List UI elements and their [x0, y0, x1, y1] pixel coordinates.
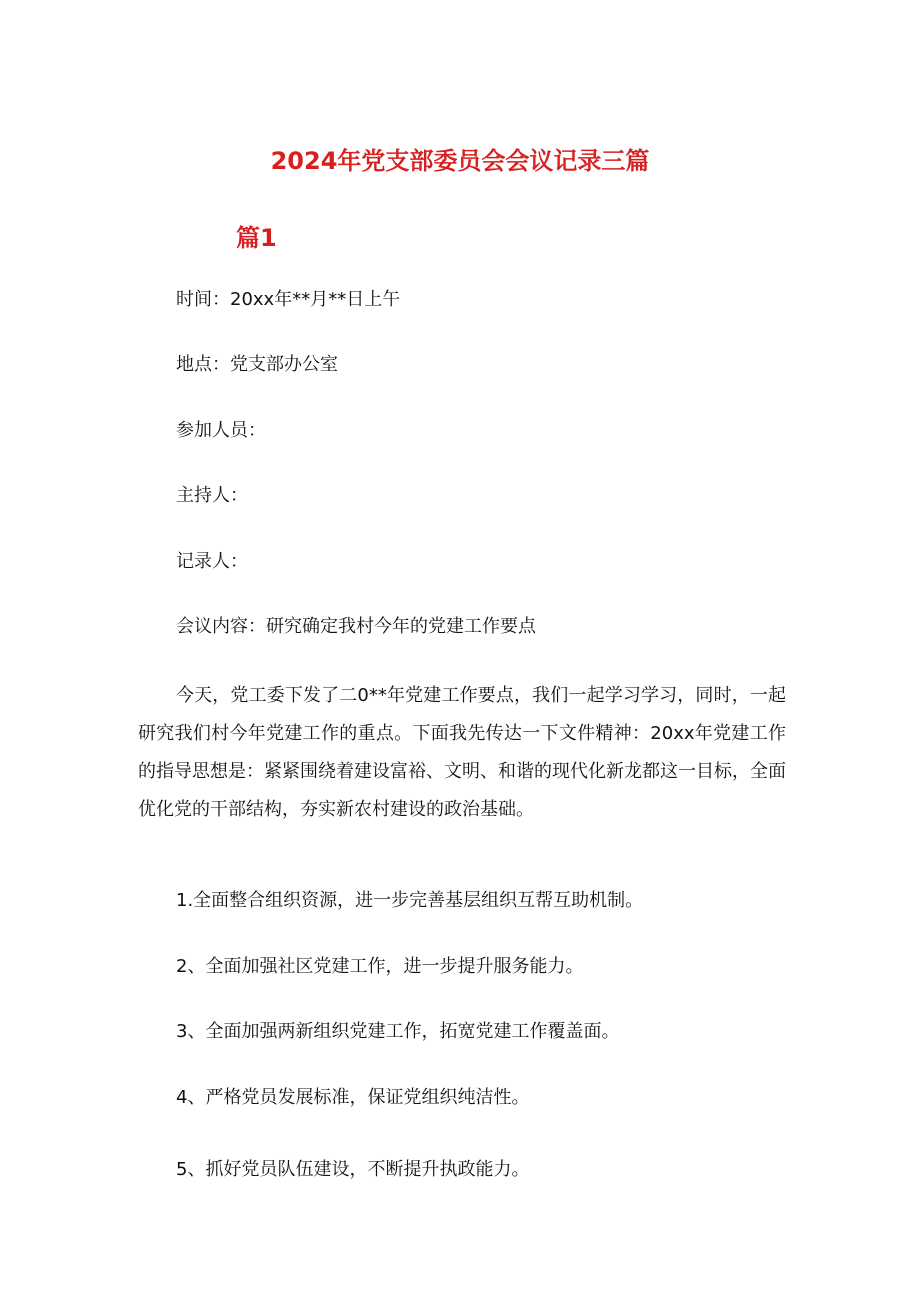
- list-item: 3、全面加强两新组织党建工作，拓宽党建工作覆盖面。: [176, 1021, 620, 1042]
- meeting-content: 会议内容：研究确定我村今年的党建工作要点: [176, 616, 536, 637]
- list-item: 4、严格党员发展标准，保证党组织纯洁性。: [176, 1087, 530, 1108]
- meeting-attendees: 参加人员：: [176, 420, 266, 441]
- section-heading: 篇1: [236, 224, 277, 252]
- meeting-time: 时间：20xx年**月**日上午: [176, 289, 401, 310]
- meeting-host: 主持人：: [176, 485, 248, 506]
- body-paragraph: 今天，党工委下发了二0**年党建工作要点，我们一起学习学习，同时，一起研究我们村今年党建工作的重点。下面我先传达一下文件精神：20xx年党建工作的指导思想是：紧紧围绕着建设富裕、文明、和谐的现代化新龙都这一目标，全面优化党的干部结构，夯实新农村建设的政治基础。: [138, 685, 786, 820]
- list-item: 2、全面加强社区党建工作，进一步提升服务能力。: [176, 956, 584, 977]
- meeting-place: 地点：党支部办公室: [176, 354, 338, 375]
- list-item: 5、抓好党员队伍建设，不断提升执政能力。: [176, 1159, 530, 1180]
- document-title: 2024年党支部委员会会议记录三篇: [270, 147, 650, 175]
- meeting-recorder: 记录人：: [176, 551, 248, 572]
- list-item: 1.全面整合组织资源，进一步完善基层组织互帮互助机制。: [176, 890, 644, 911]
